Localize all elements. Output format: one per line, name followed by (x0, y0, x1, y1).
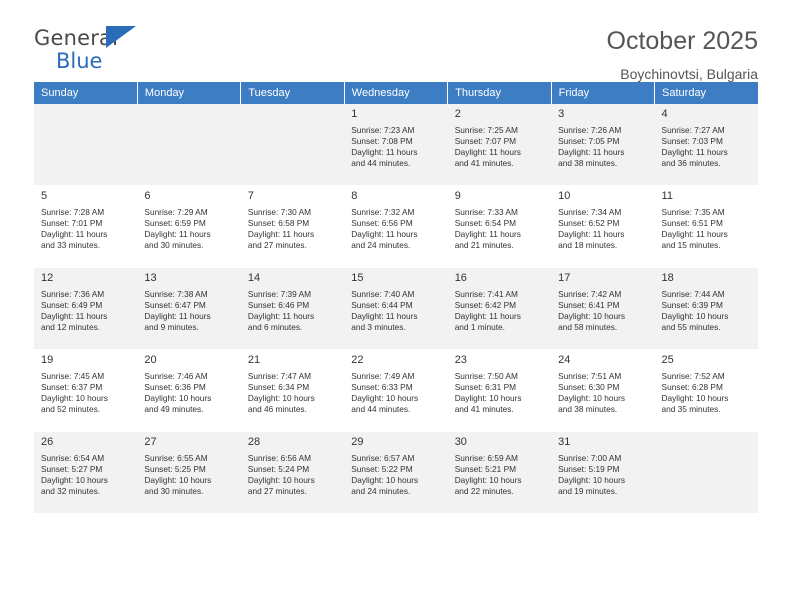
day-info-line: Daylight: 11 hours (558, 228, 625, 239)
brand-name-top: General (34, 26, 119, 50)
location-label: Boychinovtsi, Bulgaria (620, 65, 758, 82)
calendar-day-cell[interactable] (344, 432, 447, 514)
day-number: 2 (454, 108, 461, 120)
day-info-line: Sunset: 5:24 PM (247, 463, 310, 474)
day-info-line: Sunrise: 6:57 AM (351, 452, 415, 463)
day-info-line: Sunrise: 6:56 AM (247, 452, 312, 463)
day-info-line: Daylight: 10 hours (41, 392, 108, 403)
day-info-line: Daylight: 10 hours (41, 474, 108, 485)
calendar-week-row (34, 350, 758, 432)
day-sun-info (558, 453, 647, 497)
day-info-line: Sunset: 6:33 PM (351, 381, 413, 392)
day-info-line: Daylight: 11 hours (454, 228, 521, 239)
day-sun-info (144, 453, 233, 497)
day-sun-info (248, 207, 337, 251)
day-sun-info (41, 207, 130, 251)
day-info-line: and 30 minutes. (144, 239, 204, 250)
day-info-line: Daylight: 10 hours (351, 392, 419, 403)
day-info-line: Sunrise: 7:41 AM (454, 288, 518, 299)
calendar-day-cell[interactable] (655, 350, 758, 432)
day-info-line: Daylight: 11 hours (661, 228, 728, 239)
day-info-line: Sunset: 7:01 PM (41, 217, 103, 228)
brand-logo (34, 28, 154, 76)
day-sun-info (455, 453, 544, 497)
day-info-line: Sunrise: 7:49 AM (351, 370, 415, 381)
day-info-line: Sunrise: 7:00 AM (558, 452, 622, 463)
day-info-line: Sunset: 6:30 PM (558, 381, 620, 392)
day-info-line: Daylight: 10 hours (144, 392, 212, 403)
day-info-line: Sunrise: 7:33 AM (454, 206, 518, 217)
calendar-day-cell[interactable] (34, 268, 137, 350)
day-info-line: and 49 minutes. (144, 403, 204, 414)
day-sun-info (41, 371, 130, 415)
day-number: 31 (558, 436, 571, 448)
calendar-day-cell[interactable] (241, 268, 344, 350)
day-number: 23 (454, 354, 467, 366)
day-info-line: Daylight: 10 hours (558, 474, 625, 485)
day-number: 17 (558, 272, 571, 284)
day-info-line: and 3 minutes. (351, 321, 406, 332)
day-number: 11 (661, 190, 673, 202)
calendar-table (34, 82, 758, 514)
day-info-line: Daylight: 10 hours (661, 392, 729, 403)
calendar-day-cell[interactable] (448, 186, 551, 268)
weekday-header-friday: Friday (551, 82, 654, 104)
day-number: 28 (247, 436, 261, 448)
day-info-line: Sunset: 7:07 PM (454, 135, 517, 146)
calendar-day-cell[interactable] (137, 268, 240, 350)
day-info-line: Daylight: 11 hours (41, 228, 108, 239)
day-info-line: Sunset: 6:58 PM (247, 217, 310, 228)
day-info-line: and 41 minutes. (454, 403, 514, 414)
calendar-day-cell[interactable] (344, 186, 447, 268)
day-sun-info (144, 371, 233, 415)
day-info-line: and 35 minutes. (661, 403, 721, 414)
calendar-day-cell[interactable] (137, 350, 240, 432)
day-info-line: Sunset: 6:54 PM (454, 217, 517, 228)
day-sun-info (558, 289, 647, 333)
day-number: 19 (41, 354, 54, 366)
day-info-line: and 1 minute. (454, 321, 505, 332)
day-info-line: Sunrise: 7:32 AM (351, 206, 415, 217)
day-number: 10 (558, 190, 571, 202)
day-sun-info (662, 125, 751, 169)
day-info-line: Sunrise: 7:45 AM (41, 370, 105, 381)
day-info-line: Sunrise: 7:51 AM (558, 370, 622, 381)
calendar-day-cell[interactable] (655, 104, 758, 186)
day-info-line: Sunset: 5:21 PM (454, 463, 517, 474)
calendar-cell-empty (241, 104, 344, 186)
day-sun-info (248, 453, 337, 497)
weekday-header-row (34, 82, 758, 104)
day-number: 6 (144, 190, 151, 202)
calendar-week-row (34, 186, 758, 268)
day-info-line: and 33 minutes. (41, 239, 101, 250)
day-sun-info (455, 125, 544, 169)
day-sun-info (351, 125, 440, 169)
day-sun-info (558, 207, 647, 251)
calendar-day-cell[interactable] (241, 186, 344, 268)
day-info-line: Daylight: 11 hours (247, 228, 315, 239)
day-info-line: Sunrise: 7:40 AM (351, 288, 415, 299)
calendar-cell-empty (34, 104, 137, 186)
day-info-line: Daylight: 10 hours (454, 392, 522, 403)
day-info-line: Daylight: 11 hours (454, 310, 521, 321)
day-info-line: and 12 minutes. (41, 321, 101, 332)
day-sun-info (351, 207, 440, 251)
calendar-day-cell[interactable] (448, 350, 551, 432)
day-number: 3 (558, 108, 565, 120)
day-info-line: Sunset: 7:08 PM (351, 135, 413, 146)
day-info-line: Sunset: 6:49 PM (41, 299, 103, 310)
day-info-line: Daylight: 10 hours (454, 474, 522, 485)
day-sun-info (351, 453, 440, 497)
day-info-line: and 27 minutes. (247, 485, 307, 496)
day-info-line: and 9 minutes. (144, 321, 199, 332)
day-info-line: Daylight: 10 hours (247, 392, 315, 403)
day-info-line: and 41 minutes. (454, 157, 514, 168)
day-sun-info (558, 125, 647, 169)
day-info-line: and 44 minutes. (351, 157, 411, 168)
day-info-line: Sunset: 5:27 PM (41, 463, 103, 474)
day-sun-info (455, 207, 544, 251)
day-info-line: Daylight: 10 hours (144, 474, 212, 485)
day-info-line: and 52 minutes. (41, 403, 101, 414)
day-sun-info (144, 289, 233, 333)
day-info-line: Sunrise: 7:26 AM (558, 124, 622, 135)
day-sun-info (662, 371, 751, 415)
day-info-line: Daylight: 10 hours (558, 310, 625, 321)
day-sun-info (662, 289, 751, 333)
calendar-day-cell[interactable] (241, 350, 344, 432)
day-info-line: Sunrise: 7:44 AM (661, 288, 725, 299)
day-number: 25 (661, 354, 674, 366)
day-info-line: Sunset: 6:59 PM (144, 217, 206, 228)
day-number: 27 (144, 436, 157, 448)
weekday-header-monday: Monday (137, 82, 240, 104)
brand-name-bottom: Blue (56, 49, 103, 73)
day-info-line: Daylight: 11 hours (661, 146, 728, 157)
day-info-line: Sunset: 6:56 PM (351, 217, 413, 228)
day-sun-info (351, 289, 440, 333)
day-info-line: and 36 minutes. (661, 157, 721, 168)
day-number: 9 (454, 190, 461, 202)
day-number: 12 (41, 272, 54, 284)
day-info-line: Sunset: 6:51 PM (661, 217, 723, 228)
day-info-line: Daylight: 10 hours (661, 310, 729, 321)
day-info-line: Daylight: 11 hours (41, 310, 108, 321)
calendar-day-cell[interactable] (551, 186, 654, 268)
calendar-week-row (34, 104, 758, 186)
day-info-line: Sunrise: 7:35 AM (661, 206, 725, 217)
day-number: 26 (41, 436, 54, 448)
day-number: 15 (351, 272, 364, 284)
calendar-day-cell[interactable] (241, 432, 344, 514)
day-number: 14 (247, 272, 261, 284)
day-number: 7 (247, 190, 254, 202)
day-info-line: Sunrise: 7:50 AM (454, 370, 518, 381)
day-info-line: Sunrise: 7:39 AM (247, 288, 312, 299)
day-info-line: Sunrise: 7:25 AM (454, 124, 518, 135)
day-info-line: Sunrise: 7:42 AM (558, 288, 622, 299)
day-info-line: Sunset: 6:37 PM (41, 381, 103, 392)
day-info-line: Sunset: 6:34 PM (247, 381, 310, 392)
weekday-header-tuesday: Tuesday (241, 82, 344, 104)
calendar-day-cell[interactable] (137, 432, 240, 514)
calendar-day-cell[interactable] (655, 186, 758, 268)
day-sun-info (41, 289, 130, 333)
day-info-line: Sunrise: 7:29 AM (144, 206, 208, 217)
calendar-day-cell[interactable] (551, 268, 654, 350)
weekday-header-wednesday: Wednesday (344, 82, 447, 104)
day-info-line: and 32 minutes. (41, 485, 101, 496)
day-info-line: and 44 minutes. (351, 403, 411, 414)
day-info-line: Sunset: 6:41 PM (558, 299, 620, 310)
calendar-day-cell[interactable] (344, 268, 447, 350)
day-number: 5 (41, 190, 48, 202)
day-info-line: and 55 minutes. (661, 321, 721, 332)
day-info-line: Daylight: 10 hours (558, 392, 625, 403)
calendar-day-cell[interactable] (448, 104, 551, 186)
day-number: 20 (144, 354, 157, 366)
day-info-line: and 24 minutes. (351, 485, 411, 496)
day-number: 8 (351, 190, 358, 202)
flag-icon (106, 26, 136, 48)
day-number: 30 (454, 436, 467, 448)
day-info-line: and 6 minutes. (247, 321, 303, 332)
day-info-line: Daylight: 10 hours (247, 474, 315, 485)
calendar-cell-empty (655, 432, 758, 514)
day-sun-info (41, 453, 130, 497)
calendar-week-row (34, 432, 758, 514)
day-info-line: Sunrise: 7:47 AM (247, 370, 312, 381)
day-info-line: and 15 minutes. (661, 239, 721, 250)
calendar-day-cell[interactable] (551, 350, 654, 432)
day-sun-info (455, 371, 544, 415)
weekday-header-saturday: Saturday (655, 82, 758, 104)
calendar-body (34, 104, 758, 514)
day-info-line: Sunset: 7:05 PM (558, 135, 620, 146)
day-info-line: Sunrise: 7:27 AM (661, 124, 725, 135)
day-info-line: Sunset: 6:44 PM (351, 299, 413, 310)
calendar-day-cell[interactable] (344, 104, 447, 186)
day-info-line: Daylight: 11 hours (351, 228, 418, 239)
day-sun-info (558, 371, 647, 415)
day-info-line: Sunset: 6:31 PM (454, 381, 517, 392)
day-sun-info (351, 371, 440, 415)
calendar-day-cell[interactable] (344, 350, 447, 432)
day-info-line: Sunrise: 7:46 AM (144, 370, 208, 381)
day-info-line: Daylight: 11 hours (351, 310, 418, 321)
day-info-line: Sunrise: 7:28 AM (41, 206, 105, 217)
day-sun-info (144, 207, 233, 251)
calendar-day-cell[interactable] (34, 186, 137, 268)
day-info-line: and 38 minutes. (558, 403, 618, 414)
day-number: 16 (454, 272, 467, 284)
calendar-day-cell[interactable] (551, 432, 654, 514)
day-info-line: Sunset: 6:39 PM (661, 299, 723, 310)
day-info-line: Sunrise: 6:55 AM (144, 452, 208, 463)
calendar-week-row (34, 268, 758, 350)
day-info-line: Sunset: 6:46 PM (247, 299, 310, 310)
day-number: 24 (558, 354, 571, 366)
day-number: 4 (661, 108, 668, 120)
header-titles (607, 28, 759, 82)
day-sun-info (662, 207, 751, 251)
day-info-line: Sunset: 5:22 PM (351, 463, 413, 474)
calendar-day-cell[interactable] (551, 104, 654, 186)
day-number: 22 (351, 354, 364, 366)
day-info-line: and 58 minutes. (558, 321, 618, 332)
day-info-line: Sunset: 5:19 PM (558, 463, 620, 474)
day-info-line: Sunrise: 7:23 AM (351, 124, 415, 135)
day-info-line: Sunset: 6:47 PM (144, 299, 206, 310)
day-info-line: and 18 minutes. (558, 239, 618, 250)
day-info-line: Sunset: 6:52 PM (558, 217, 620, 228)
day-info-line: Sunrise: 7:34 AM (558, 206, 622, 217)
day-info-line: and 22 minutes. (454, 485, 514, 496)
day-sun-info (248, 289, 337, 333)
day-info-line: Sunrise: 7:52 AM (661, 370, 725, 381)
day-info-line: Sunrise: 7:38 AM (144, 288, 208, 299)
weekday-header-thursday: Thursday (448, 82, 551, 104)
day-info-line: Daylight: 11 hours (144, 228, 211, 239)
day-sun-info (248, 371, 337, 415)
day-info-line: Daylight: 11 hours (351, 146, 418, 157)
day-info-line: Sunset: 6:42 PM (454, 299, 517, 310)
day-info-line: Sunset: 6:28 PM (661, 381, 723, 392)
calendar-day-cell[interactable] (448, 268, 551, 350)
page-title: October 2025 (606, 27, 758, 55)
calendar-day-cell[interactable] (34, 350, 137, 432)
day-sun-info (455, 289, 544, 333)
day-info-line: Sunrise: 7:30 AM (247, 206, 312, 217)
day-number: 18 (661, 272, 674, 284)
calendar-day-cell[interactable] (448, 432, 551, 514)
day-number: 21 (247, 354, 261, 366)
day-info-line: and 30 minutes. (144, 485, 204, 496)
day-info-line: Sunset: 7:03 PM (661, 135, 723, 146)
day-info-line: and 19 minutes. (558, 485, 618, 496)
calendar-day-cell[interactable] (137, 186, 240, 268)
day-info-line: Sunrise: 6:54 AM (41, 452, 105, 463)
day-info-line: Daylight: 10 hours (351, 474, 419, 485)
day-info-line: and 24 minutes. (351, 239, 411, 250)
day-info-line: and 21 minutes. (454, 239, 514, 250)
page-header (34, 0, 758, 82)
weekday-header-sunday: Sunday (34, 82, 137, 104)
calendar-cell-empty (137, 104, 240, 186)
day-info-line: Sunrise: 7:36 AM (41, 288, 105, 299)
day-number: 13 (144, 272, 157, 284)
day-info-line: Daylight: 11 hours (247, 310, 315, 321)
day-info-line: Daylight: 11 hours (454, 146, 521, 157)
day-info-line: Sunrise: 6:59 AM (454, 452, 518, 463)
day-info-line: and 38 minutes. (558, 157, 618, 168)
day-info-line: Sunset: 6:36 PM (144, 381, 206, 392)
day-info-line: and 27 minutes. (247, 239, 307, 250)
calendar-day-cell[interactable] (34, 432, 137, 514)
day-info-line: and 46 minutes. (247, 403, 307, 414)
calendar-day-cell[interactable] (655, 268, 758, 350)
day-number: 29 (351, 436, 364, 448)
day-info-line: Sunset: 5:25 PM (144, 463, 206, 474)
day-number: 1 (351, 108, 358, 120)
day-info-line: Daylight: 11 hours (144, 310, 211, 321)
day-info-line: Daylight: 11 hours (558, 146, 625, 157)
